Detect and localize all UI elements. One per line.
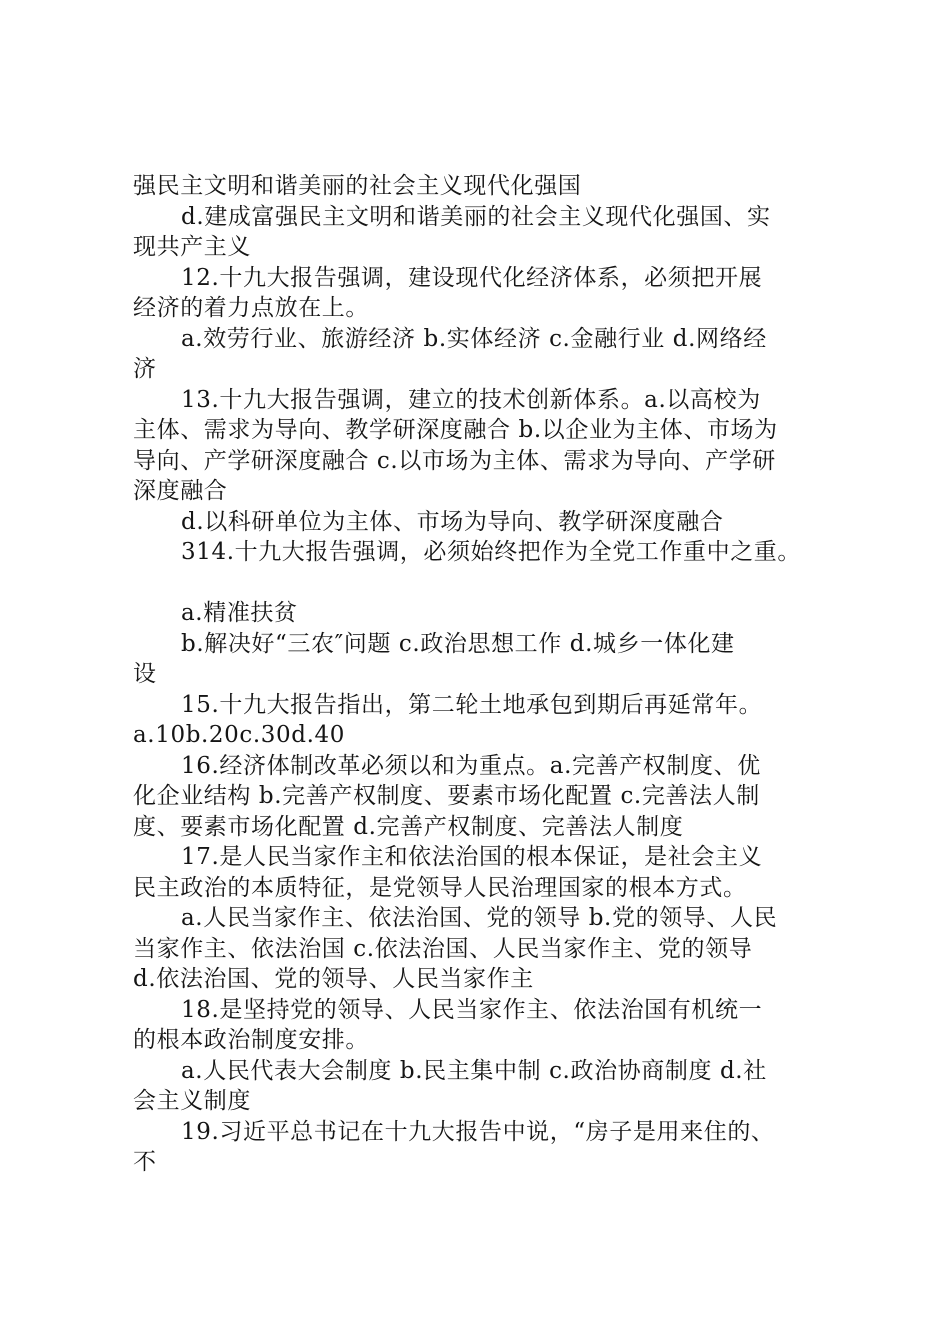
text-line: 度、要素市场化配置 d.完善产权制度、完善法人制度 — [133, 813, 684, 840]
question-12: 12.十九大报告强调，建设现代化经济体系，必须把开展 — [181, 264, 763, 291]
text-line: 化企业结构 b.完善产权制度、要素市场化配置 c.完善法人制 — [133, 783, 760, 809]
question-14: 314.十九大报告强调，必须始终把作为全党工作重中之重。 — [181, 539, 802, 565]
answer-options: a.10b.20c.30d.40 — [133, 722, 345, 748]
answer-options: a.效劳行业、旅游经济 b.实体经济 c.金融行业 d.网络经 — [181, 325, 767, 352]
text-line: 经济的着力点放在上。 — [133, 295, 369, 321]
text-line: 深度融合 — [133, 478, 228, 504]
text-line: 民主政治的本质特征，是党领导人民治理国家的根本方式。 — [133, 874, 747, 901]
answer-options: a.人民当家作主、依法治国、党的领导 b.党的领导、人民 — [181, 905, 778, 931]
text-line: 济 — [133, 356, 157, 382]
text-line: 主体、需求为导向、教学研深度融合 b.以企业为主体、市场为 — [133, 417, 778, 443]
question-16: 16.经济体制改革必须以和为重点。a.完善产权制度、优 — [181, 752, 761, 779]
text-line: 强民主文明和谐美丽的社会主义现代化强国 — [133, 173, 582, 199]
text-line: 现共产主义 — [133, 234, 251, 260]
answer-options: a.人民代表大会制度 b.民主集中制 c.政治协商制度 d.社 — [181, 1057, 767, 1084]
question-15: 15.十九大报告指出，第二轮土地承包到期后再延常年。 — [181, 691, 763, 718]
question-19: 19.习近平总书记在十九大报告中说，“房子是用来住的、 — [181, 1118, 775, 1145]
question-13: 13.十九大报告强调，建立的技术创新体系。a.以高校为 — [181, 386, 761, 413]
text-line: d.依法治国、党的领导、人民当家作主 — [133, 966, 534, 992]
text-line: 会主义制度 — [133, 1088, 251, 1114]
answer-options: b.解决好“三农″问题 c.政治思想工作 d.城乡一体化建 — [181, 630, 735, 657]
blank-line — [133, 568, 850, 599]
answer-option-d: d.建成富强民主文明和谐美丽的社会主义现代化强国、实 — [181, 203, 771, 230]
text-line: 当家作主、依法治国 c.依法治国、人民当家作主、党的领导 — [133, 935, 753, 962]
text-line: 设 — [133, 661, 157, 687]
question-18: 18.是坚持党的领导、人民当家作主、依法治国有机统一 — [181, 996, 763, 1023]
question-17: 17.是人民当家作主和依法治国的根本保证，是社会主义 — [181, 844, 763, 870]
text-line: 导向、产学研深度融合 c.以市场为主体、需求为导向、产学研 — [133, 447, 776, 474]
answer-option-d: d.以科研单位为主体、市场为导向、教学研深度融合 — [181, 508, 724, 535]
answer-option-a: a.精准扶贫 — [181, 600, 298, 626]
text-line: 的根本政治制度安排。 — [133, 1027, 369, 1053]
text-line: 不 — [133, 1149, 157, 1175]
